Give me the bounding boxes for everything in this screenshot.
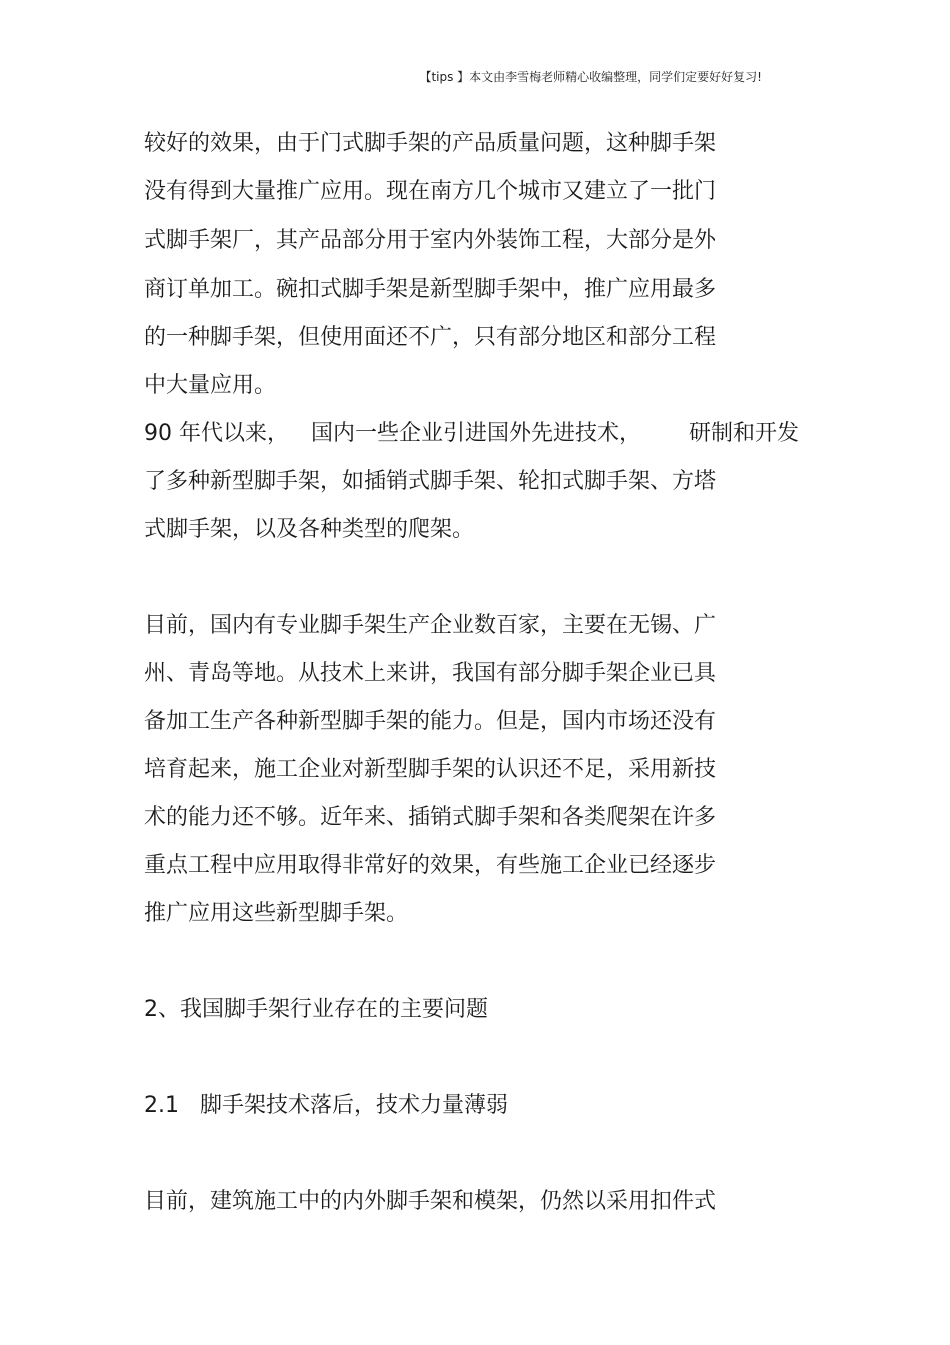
paragraph-line: 式脚手架，以及各种类型的爬架。 xyxy=(144,517,475,542)
paragraph-line: 目前，建筑施工中的内外脚手架和模架，仍然以采用扣件式 xyxy=(144,1189,717,1214)
line-segment: 研制和开发 xyxy=(689,421,800,446)
paragraph-line: 的一种脚手架，但使用面还不广，只有部分地区和部分工程 xyxy=(144,325,717,350)
paragraph-line: 目前，国内有专业脚手架生产企业数百家，主要在无锡、广 xyxy=(144,613,717,638)
line-segment: 国内一些企业引进国外先进技术， xyxy=(311,421,642,446)
paragraph-line: 备加工生产各种新型脚手架的能力。但是，国内市场还没有 xyxy=(144,709,717,734)
paragraph-line xyxy=(144,419,799,449)
paragraph-line: 了多种新型脚手架，如插销式脚手架、轮扣式脚手架、方塔 xyxy=(144,469,717,494)
paragraph-line: 重点工程中应用取得非常好的效果，有些施工企业已经逐步 xyxy=(144,853,717,878)
paragraph-line: 州、青岛等地。从技术上来讲，我国有部分脚手架企业已具 xyxy=(144,661,717,686)
section-heading: 2、我国脚手架行业存在的主要问题 xyxy=(144,997,488,1022)
paragraph-line: 没有得到大量推广应用。现在南方几个城市又建立了一批门 xyxy=(144,179,717,204)
paragraph-line: 培育起来，施工企业对新型脚手架的认识还不足，采用新技 xyxy=(144,757,717,782)
paragraph-line: 中大量应用。 xyxy=(144,373,277,398)
paragraph-line: 推广应用这些新型脚手架。 xyxy=(144,901,409,926)
line-segment: 90 年代以来， xyxy=(144,421,289,446)
paragraph-line: 式脚手架厂，其产品部分用于室内外装饰工程，大部分是外 xyxy=(144,228,717,253)
subsection-heading: 2.1 脚手架技术落后，技术力量薄弱 xyxy=(144,1093,508,1118)
paragraph-line: 商订单加工。碗扣式脚手架是新型脚手架中，推广应用最多 xyxy=(144,277,717,302)
paragraph-line: 术的能力还不够。近年来、插销式脚手架和各类爬架在许多 xyxy=(144,805,717,830)
paragraph-line: 较好的效果，由于门式脚手架的产品质量问题，这种脚手架 xyxy=(144,131,717,156)
header-tip: 【tips 】本文由李雪梅老师精心收编整理，同学们定要好好复习! xyxy=(419,70,762,84)
